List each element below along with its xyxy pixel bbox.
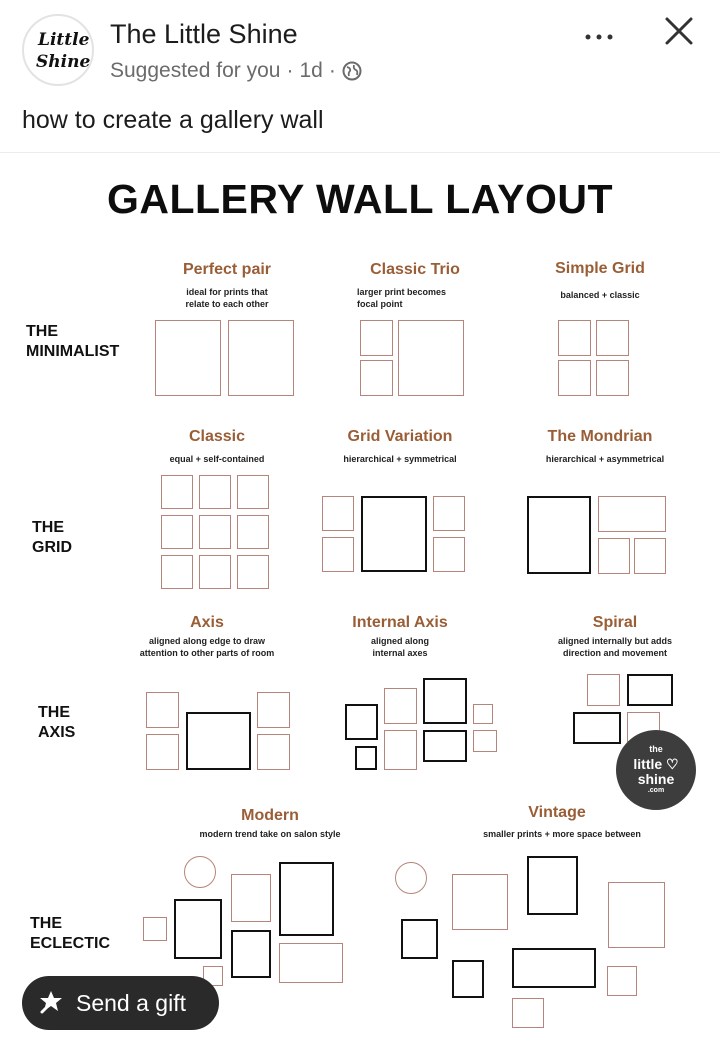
frame-accent (627, 674, 673, 706)
close-icon[interactable] (662, 14, 696, 48)
frame (452, 874, 508, 930)
frame (607, 966, 637, 996)
frame (155, 320, 221, 396)
row-label-line: THE (26, 323, 58, 340)
post-meta (110, 59, 362, 83)
frame (598, 538, 630, 574)
frame (146, 734, 179, 770)
section-title-spiral: Spiral (592, 614, 638, 631)
avatar-text-line1: Little (38, 30, 90, 50)
frame-accent (174, 899, 222, 959)
desc-line: aligned along edge to draw (148, 636, 265, 646)
meta-separator: · (286, 59, 294, 82)
desc-line: internal axes (372, 648, 428, 658)
frame (596, 320, 629, 356)
avatar-text-line2: Shine (36, 52, 91, 72)
globe-icon (342, 61, 362, 81)
frame (384, 730, 417, 770)
section-title-classic: Classic (188, 428, 246, 445)
frame-accent (401, 919, 438, 959)
suggested-label: Suggested for you (110, 59, 281, 82)
frame (161, 555, 193, 589)
desc-line: attention to other parts of room (139, 648, 275, 658)
row-label-line: THE (38, 704, 70, 721)
frame-accent (423, 678, 467, 724)
frame-accent (355, 746, 377, 770)
section-title-mondrian: The Mondrian (547, 428, 653, 445)
row-label-line: MINIMALIST (26, 343, 120, 360)
section-title-perfect-pair: Perfect pair (182, 261, 272, 278)
frame (199, 475, 231, 509)
frame (598, 496, 666, 532)
watermark-badge (616, 730, 696, 810)
section-title-internal-axis: Internal Axis (352, 614, 448, 631)
section-title-axis: Axis (190, 614, 224, 631)
frame (257, 692, 290, 728)
frame (237, 515, 269, 549)
avatar[interactable] (22, 14, 94, 86)
desc-line: aligned along (370, 636, 429, 646)
post-caption: how to create a gallery wall (22, 106, 324, 134)
frame (473, 730, 497, 752)
frame (279, 943, 343, 983)
row-label-line: THE (30, 915, 62, 932)
frame (199, 555, 231, 589)
frame (237, 475, 269, 509)
frame (596, 360, 629, 396)
desc-line: larger print becomes (357, 287, 447, 297)
row-label-line: GRID (32, 539, 72, 556)
section-desc-modern: modern trend take on salon style (199, 829, 341, 839)
frame (433, 496, 465, 531)
frame (608, 882, 665, 948)
section-title-vintage: Vintage (528, 804, 586, 821)
frame (587, 674, 620, 706)
frame (146, 692, 179, 728)
frame (512, 998, 544, 1028)
section-desc-classic-trio (357, 286, 497, 310)
frame-round (395, 862, 427, 894)
frame-accent (186, 712, 251, 770)
frame-accent (512, 948, 596, 988)
section-title-classic-trio: Classic Trio (370, 261, 460, 278)
row-label-axis (38, 703, 75, 743)
section-desc-grid-variation: hierarchical + symmetrical (343, 454, 457, 464)
frame (257, 734, 290, 770)
section-desc-spiral (520, 635, 710, 659)
section-desc-axis (112, 635, 302, 659)
frame (398, 320, 464, 396)
frame (558, 320, 591, 356)
send-gift-button[interactable] (22, 976, 219, 1030)
frame-accent (279, 862, 334, 936)
post-time[interactable]: 1d (299, 59, 323, 82)
frame-accent (231, 930, 271, 978)
frame (433, 537, 465, 572)
meta-separator-2: · (328, 59, 336, 82)
frame-accent (573, 712, 621, 744)
section-title-simple-grid: Simple Grid (555, 260, 645, 277)
row-label-line: ECLECTIC (30, 935, 110, 952)
desc-line: direction and movement (562, 648, 668, 658)
row-label-minimalist (26, 322, 119, 362)
section-desc-simple-grid: balanced + classic (560, 290, 640, 300)
frame-accent (423, 730, 467, 762)
desc-line: focal point (357, 299, 403, 309)
frame (199, 515, 231, 549)
more-dots-icon[interactable] (584, 18, 614, 49)
frame (228, 320, 294, 396)
row-label-eclectic (30, 914, 110, 954)
frame (634, 538, 666, 574)
badge-text: the (649, 744, 663, 754)
desc-line: relate to each other (185, 299, 269, 309)
frame-accent (452, 960, 484, 998)
frame (360, 320, 393, 356)
section-desc-internal-axis (320, 635, 480, 659)
send-gift-label: Send a gift (76, 989, 186, 1016)
badge-text: .com (647, 787, 665, 794)
row-label-line: AXIS (38, 724, 76, 741)
section-desc-classic: equal + self-contained (169, 454, 265, 464)
section-desc-mondrian: hierarchical + asymmetrical (545, 454, 665, 464)
desc-line: ideal for prints that (186, 287, 268, 297)
frame (231, 874, 271, 922)
page-name[interactable]: The Little Shine (110, 19, 298, 49)
frame-accent (527, 496, 591, 574)
frame (143, 917, 167, 941)
section-desc-vintage: smaller prints + more space between (483, 829, 641, 839)
frame-accent (527, 856, 578, 915)
frame-accent (361, 496, 427, 572)
infographic-title: GALLERY WALL LAYOUT (106, 176, 614, 222)
gift-icon (36, 988, 66, 1018)
section-desc-perfect-pair (147, 286, 307, 310)
frame (322, 537, 354, 572)
frame (473, 704, 493, 724)
section-title-grid-variation: Grid Variation (347, 428, 453, 445)
frame (237, 555, 269, 589)
frame (322, 496, 354, 531)
frame (161, 475, 193, 509)
frame-round (184, 856, 216, 888)
frame (384, 688, 417, 724)
badge-text: shine (637, 771, 675, 787)
frame (360, 360, 393, 396)
frame-accent (345, 704, 378, 740)
badge-text: little ♡ (633, 756, 679, 772)
frame (161, 515, 193, 549)
row-label-line: THE (32, 519, 64, 536)
row-label-grid (32, 518, 72, 558)
desc-line: aligned internally but adds (557, 636, 673, 646)
section-title-modern: Modern (241, 807, 299, 824)
frame (558, 360, 591, 396)
